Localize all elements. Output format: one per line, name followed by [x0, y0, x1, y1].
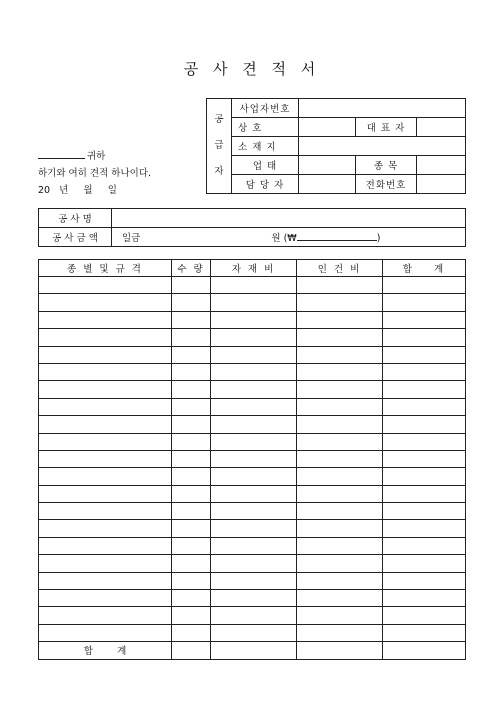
labor-cell[interactable] — [297, 450, 383, 467]
recipient-suffix: 귀하 — [87, 151, 106, 162]
labor-cell[interactable] — [297, 363, 383, 380]
material-cell[interactable] — [211, 485, 297, 502]
supplier-side-char-2: 급 — [214, 140, 224, 151]
material-cell[interactable] — [211, 624, 297, 641]
rep-field[interactable] — [417, 118, 466, 137]
qty-cell[interactable] — [172, 311, 211, 328]
labor-cell[interactable] — [297, 433, 383, 450]
header-material: 자 재 비 — [211, 260, 297, 277]
table-row — [39, 311, 466, 328]
sum-cell[interactable] — [383, 381, 466, 398]
material-cell[interactable] — [211, 537, 297, 554]
address-label: 소 재 지 — [232, 137, 299, 156]
reg-no-field[interactable] — [299, 99, 466, 118]
table-row — [39, 363, 466, 380]
work-amount-label: 공 사 금 액 — [39, 228, 112, 247]
table-row — [39, 468, 466, 485]
rep-label: 대 표 자 — [356, 118, 417, 137]
material-cell[interactable] — [211, 503, 297, 520]
material-cell[interactable] — [211, 381, 297, 398]
recipient-blank[interactable] — [38, 149, 85, 159]
spec-cell[interactable] — [39, 503, 172, 520]
total-labor[interactable] — [297, 642, 383, 659]
table-row — [39, 450, 466, 467]
qty-cell[interactable] — [172, 294, 211, 311]
header-spec: 종 별 및 규 격 — [39, 260, 172, 277]
qty-cell[interactable] — [172, 346, 211, 363]
sum-cell[interactable] — [383, 503, 466, 520]
sum-cell[interactable] — [383, 450, 466, 467]
sum-cell[interactable] — [383, 485, 466, 502]
date-line: 20 년 월 일 — [38, 185, 117, 196]
spec-cell[interactable] — [39, 520, 172, 537]
header-labor: 인 건 비 — [297, 260, 383, 277]
table-row — [39, 381, 466, 398]
material-cell[interactable] — [211, 363, 297, 380]
labor-cell[interactable] — [297, 590, 383, 607]
labor-cell[interactable] — [297, 572, 383, 589]
spec-cell[interactable] — [39, 277, 172, 294]
supplier-side-char-1: 공 — [214, 114, 224, 125]
qty-cell[interactable] — [172, 572, 211, 589]
labor-cell[interactable] — [297, 416, 383, 433]
labor-cell[interactable] — [297, 468, 383, 485]
spec-cell[interactable] — [39, 572, 172, 589]
spec-cell[interactable] — [39, 311, 172, 328]
company-field[interactable] — [299, 118, 356, 137]
sum-cell[interactable] — [383, 294, 466, 311]
work-amount-field[interactable] — [112, 228, 466, 247]
qty-cell[interactable] — [172, 381, 211, 398]
spec-cell[interactable] — [39, 346, 172, 363]
material-cell[interactable] — [211, 416, 297, 433]
spec-cell[interactable] — [39, 294, 172, 311]
spec-cell[interactable] — [39, 624, 172, 641]
qty-cell[interactable] — [172, 485, 211, 502]
table-row — [39, 346, 466, 363]
labor-cell[interactable] — [297, 398, 383, 415]
material-cell[interactable] — [211, 277, 297, 294]
items-table — [38, 259, 466, 660]
qty-cell[interactable] — [172, 450, 211, 467]
table-row — [39, 503, 466, 520]
qty-cell[interactable] — [172, 624, 211, 641]
qty-cell[interactable] — [172, 537, 211, 554]
supplier-table — [206, 98, 466, 194]
table-row — [39, 398, 466, 415]
amount-prefix: 일금 — [122, 233, 141, 244]
total-label: 합 계 — [39, 642, 172, 659]
header-sum: 합 계 — [383, 260, 466, 277]
material-cell[interactable] — [211, 294, 297, 311]
work-name-label: 공 사 명 — [39, 209, 112, 228]
spec-cell[interactable] — [39, 607, 172, 624]
table-row — [39, 537, 466, 554]
sum-cell[interactable] — [383, 363, 466, 380]
table-row — [39, 294, 466, 311]
table-row — [39, 590, 466, 607]
spec-cell[interactable] — [39, 433, 172, 450]
phone-field[interactable] — [417, 175, 466, 194]
sum-cell[interactable] — [383, 468, 466, 485]
biz-item-field[interactable] — [417, 156, 466, 175]
labor-cell[interactable] — [297, 537, 383, 554]
sum-cell[interactable] — [383, 311, 466, 328]
labor-cell[interactable] — [297, 520, 383, 537]
table-row — [39, 555, 466, 572]
material-cell[interactable] — [211, 555, 297, 572]
table-row — [39, 485, 466, 502]
sum-cell[interactable] — [383, 433, 466, 450]
table-row — [39, 572, 466, 589]
material-cell[interactable] — [211, 520, 297, 537]
labor-cell[interactable] — [297, 485, 383, 502]
material-cell[interactable] — [211, 468, 297, 485]
qty-cell[interactable] — [172, 555, 211, 572]
table-row — [39, 277, 466, 294]
amount-close: ) — [376, 233, 381, 244]
material-cell[interactable] — [211, 450, 297, 467]
manager-label: 담 당 자 — [232, 175, 299, 194]
labor-cell[interactable] — [297, 329, 383, 346]
spec-cell[interactable] — [39, 450, 172, 467]
sum-cell[interactable] — [383, 624, 466, 641]
reg-no-label: 사업자번호 — [232, 99, 299, 118]
header-qty: 수 량 — [172, 260, 211, 277]
table-row — [39, 416, 466, 433]
greeting-block — [38, 148, 203, 199]
amount-blank[interactable] — [297, 231, 377, 241]
sum-cell[interactable] — [383, 555, 466, 572]
material-cell[interactable] — [211, 433, 297, 450]
total-material[interactable] — [211, 642, 297, 659]
recipient-line — [38, 148, 203, 165]
labor-cell[interactable] — [297, 311, 383, 328]
phone-label: 전화번호 — [356, 175, 417, 194]
document-title: 공 사 견 적 서 — [183, 60, 321, 78]
total-row — [39, 642, 466, 659]
labor-cell[interactable] — [297, 607, 383, 624]
table-row — [39, 624, 466, 641]
spec-cell[interactable] — [39, 416, 172, 433]
table-row — [39, 329, 466, 346]
qty-cell[interactable] — [172, 503, 211, 520]
items-header-row — [39, 260, 466, 277]
labor-cell[interactable] — [297, 294, 383, 311]
biz-type-label: 업 태 — [232, 156, 299, 175]
sum-cell[interactable] — [383, 572, 466, 589]
sum-cell[interactable] — [383, 416, 466, 433]
spec-cell[interactable] — [39, 485, 172, 502]
labor-cell[interactable] — [297, 277, 383, 294]
material-cell[interactable] — [211, 346, 297, 363]
total-qty[interactable] — [172, 642, 211, 659]
spec-cell[interactable] — [39, 398, 172, 415]
qty-cell[interactable] — [172, 468, 211, 485]
spec-cell[interactable] — [39, 381, 172, 398]
material-cell[interactable] — [211, 607, 297, 624]
spec-cell[interactable] — [39, 537, 172, 554]
qty-cell[interactable] — [172, 416, 211, 433]
material-cell[interactable] — [211, 398, 297, 415]
sum-cell[interactable] — [383, 520, 466, 537]
qty-cell[interactable] — [172, 363, 211, 380]
qty-cell[interactable] — [172, 520, 211, 537]
amount-unit: 원 (₩ — [271, 233, 297, 244]
spec-cell[interactable] — [39, 555, 172, 572]
qty-cell[interactable] — [172, 398, 211, 415]
qty-cell[interactable] — [172, 590, 211, 607]
sum-cell[interactable] — [383, 346, 466, 363]
qty-cell[interactable] — [172, 607, 211, 624]
company-label: 상 호 — [232, 118, 299, 137]
qty-cell[interactable] — [172, 277, 211, 294]
sum-cell[interactable] — [383, 590, 466, 607]
work-name-field[interactable] — [112, 209, 466, 228]
biz-type-field[interactable] — [299, 156, 356, 175]
supplier-side-label — [207, 99, 232, 194]
estimate-statement: 하기와 여히 견적 하나이다. — [38, 168, 152, 179]
sum-cell[interactable] — [383, 398, 466, 415]
qty-cell[interactable] — [172, 433, 211, 450]
labor-cell[interactable] — [297, 503, 383, 520]
table-row — [39, 607, 466, 624]
labor-cell[interactable] — [297, 624, 383, 641]
material-cell[interactable] — [211, 311, 297, 328]
address-field[interactable] — [299, 137, 466, 156]
qty-cell[interactable] — [172, 329, 211, 346]
biz-item-label: 종 목 — [356, 156, 417, 175]
table-row — [39, 433, 466, 450]
work-info-table — [38, 208, 466, 247]
manager-field[interactable] — [299, 175, 356, 194]
spec-cell[interactable] — [39, 329, 172, 346]
spec-cell[interactable] — [39, 468, 172, 485]
sum-cell[interactable] — [383, 607, 466, 624]
table-row — [39, 520, 466, 537]
sum-cell[interactable] — [383, 537, 466, 554]
labor-cell[interactable] — [297, 381, 383, 398]
spec-cell[interactable] — [39, 363, 172, 380]
total-sum[interactable] — [383, 642, 466, 659]
labor-cell[interactable] — [297, 346, 383, 363]
sum-cell[interactable] — [383, 277, 466, 294]
supplier-side-char-3: 자 — [214, 166, 224, 177]
material-cell[interactable] — [211, 590, 297, 607]
material-cell[interactable] — [211, 572, 297, 589]
spec-cell[interactable] — [39, 590, 172, 607]
sum-cell[interactable] — [383, 329, 466, 346]
material-cell[interactable] — [211, 329, 297, 346]
labor-cell[interactable] — [297, 555, 383, 572]
